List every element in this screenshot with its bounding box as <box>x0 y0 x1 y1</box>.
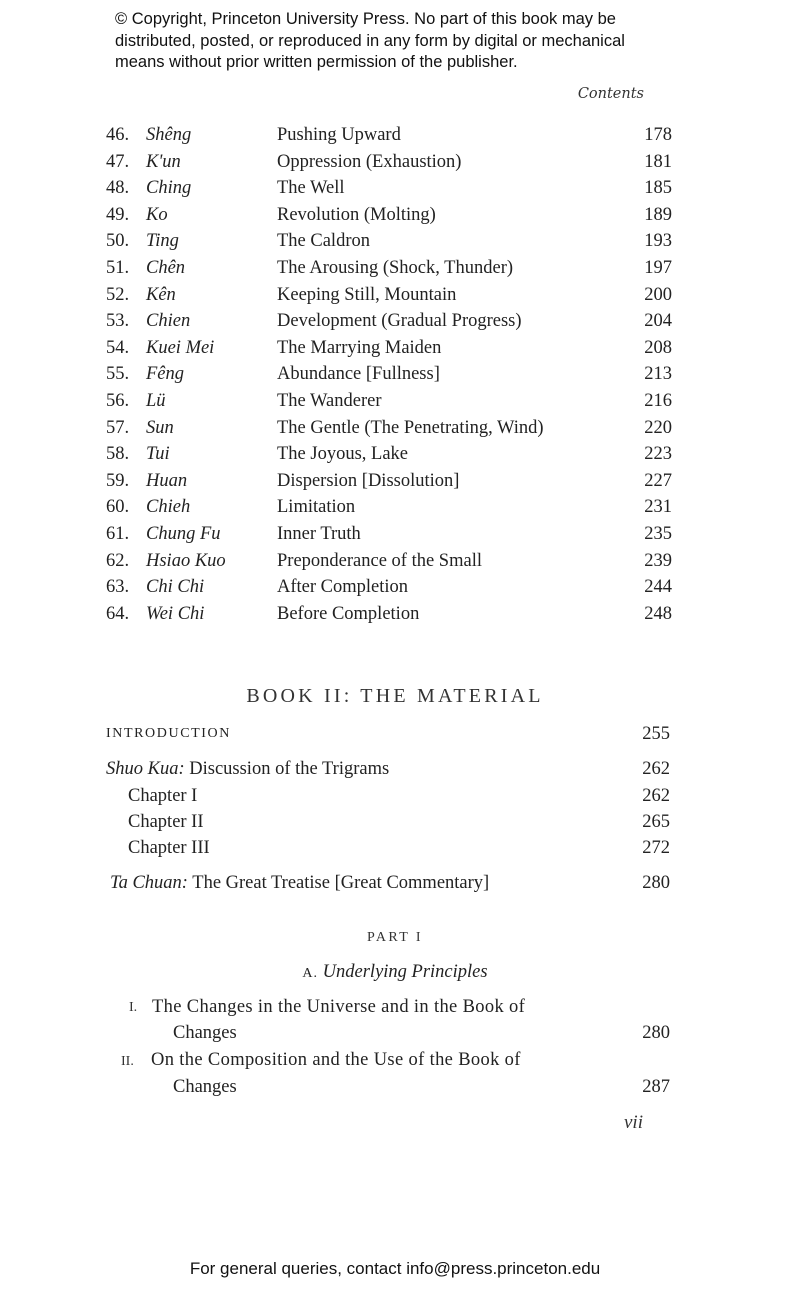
ta-chuan-name: Ta Chuan: <box>110 873 188 893</box>
entry-number: 54. <box>106 337 130 358</box>
toc-row <box>106 551 672 578</box>
entry-number: 56. <box>106 390 130 411</box>
hexagram-name: Sun <box>146 417 174 438</box>
hexagram-title: Oppression (Exhaustion) <box>277 151 462 172</box>
hexagram-title: Pushing Upward <box>277 125 401 145</box>
toc-row <box>106 497 672 524</box>
entry-number: 60. <box>106 497 130 518</box>
hexagram-title: Limitation <box>277 497 356 518</box>
toc-row <box>106 391 672 418</box>
copyright-line: © Copyright, Princeton University Press. No part of this book may be <box>115 10 616 28</box>
entry-number: 58. <box>106 444 130 465</box>
shuo-kua-title: Discussion of the Trigrams <box>189 759 390 779</box>
page-number: 208 <box>644 337 672 358</box>
chapter-page: 272 <box>642 838 670 858</box>
entry-number: 61. <box>106 523 130 544</box>
hexagram-list <box>106 125 672 630</box>
hexagram-title: The Well <box>277 178 345 199</box>
hexagram-title: Abundance [Fullness] <box>277 364 440 385</box>
subsection-letter: A. <box>302 966 319 981</box>
hexagram-name: Chien <box>146 311 191 332</box>
chapter-label: Chapter III <box>128 838 210 858</box>
hexagram-title: Revolution (Molting) <box>277 204 436 225</box>
shuo-kua-name: Shuo Kua: <box>106 759 185 779</box>
section-title-line: Changes <box>173 1077 237 1097</box>
hexagram-title: The Joyous, Lake <box>277 444 409 465</box>
toc-row <box>106 471 672 498</box>
hexagram-name: Shêng <box>146 125 192 145</box>
page-number: 197 <box>644 257 672 278</box>
hexagram-title: Keeping Still, Mountain <box>277 284 457 305</box>
hexagram-title: Dispersion [Dissolution] <box>277 470 460 491</box>
page-folio: vii <box>624 1112 643 1133</box>
toc-row <box>106 577 672 604</box>
entry-number: 49. <box>106 204 130 225</box>
copyright-notice <box>115 9 735 74</box>
chapter-page: 265 <box>642 812 670 832</box>
hexagram-name: Kuei Mei <box>146 337 215 358</box>
subsection-heading <box>0 962 790 983</box>
page-number: 235 <box>644 523 672 544</box>
hexagram-name: Fêng <box>146 364 185 385</box>
hexagram-name: Tui <box>146 444 170 465</box>
page-number: 239 <box>644 550 672 571</box>
hexagram-name: Ching <box>146 178 192 199</box>
toc-row <box>106 444 672 471</box>
entry-number: 64. <box>106 603 130 624</box>
page-number: 200 <box>644 284 672 305</box>
hexagram-title: Preponderance of the Small <box>277 550 482 571</box>
entry-number: 55. <box>106 364 130 385</box>
page-number: 189 <box>644 204 672 225</box>
page-number: 178 <box>644 125 672 145</box>
section-title-line: On the Composition and the Use of the Book of <box>151 1050 521 1070</box>
hexagram-name: Chên <box>146 257 186 278</box>
toc-row <box>106 338 672 365</box>
ta-chuan-title: The Great Treatise [Great Commentary] <box>192 873 490 893</box>
entry-number: 52. <box>106 284 130 305</box>
part-heading: PART I <box>367 930 423 945</box>
ta-chuan-entry <box>110 873 489 894</box>
section-page: 280 <box>642 1023 670 1043</box>
chapter-page: 262 <box>642 786 670 806</box>
copyright-line: means without prior written permission of the publisher. <box>115 53 518 71</box>
hexagram-name: Wei Chi <box>146 603 205 624</box>
hexagram-name: Lü <box>146 390 166 411</box>
page-number: 220 <box>644 417 672 438</box>
section-numeral: I. <box>129 1000 138 1015</box>
entry-number: 63. <box>106 577 130 598</box>
hexagram-title: The Marrying Maiden <box>277 337 442 358</box>
hexagram-name: Chieh <box>146 497 191 518</box>
hexagram-name: Kên <box>146 284 176 305</box>
introduction-label: INTRODUCTION <box>106 726 231 741</box>
hexagram-title: The Arousing (Shock, Thunder) <box>277 257 514 278</box>
entry-number: 53. <box>106 311 130 332</box>
running-head: Contents <box>577 86 644 102</box>
hexagram-title: Inner Truth <box>277 523 361 544</box>
toc-row <box>106 285 672 312</box>
page-number: 213 <box>644 364 672 385</box>
chapter-label: Chapter I <box>128 786 198 806</box>
hexagram-name: K'un <box>146 151 181 172</box>
entry-number: 59. <box>106 470 130 491</box>
entry-number: 50. <box>106 231 130 252</box>
copyright-line: distributed, posted, or reproduced in any form by digital or mechanical <box>115 31 625 50</box>
page-number: 216 <box>644 390 672 411</box>
toc-row <box>106 231 672 258</box>
page-number: 227 <box>644 470 672 491</box>
hexagram-title: The Caldron <box>277 231 370 252</box>
hexagram-name: Chi Chi <box>146 577 205 598</box>
toc-row <box>106 311 672 338</box>
toc-row <box>106 604 672 631</box>
hexagram-title: The Gentle (The Penetrating, Wind) <box>277 417 544 438</box>
hexagram-name: Ko <box>146 204 168 225</box>
entry-number: 46. <box>106 125 130 145</box>
chapter-label: Chapter II <box>128 812 204 832</box>
section-page: 287 <box>642 1077 670 1097</box>
page-number: 223 <box>644 444 672 465</box>
entry-number: 57. <box>106 417 130 438</box>
entry-number: 62. <box>106 550 130 571</box>
hexagram-title: After Completion <box>277 577 409 598</box>
page-number: 185 <box>644 178 672 199</box>
section-title-line: Changes <box>173 1023 237 1043</box>
page-number: 193 <box>644 231 672 252</box>
toc-row <box>106 258 672 285</box>
section-title-line: The Changes in the Universe and in the Book of <box>152 997 526 1017</box>
toc-row <box>106 364 672 391</box>
section-numeral: II. <box>121 1054 134 1069</box>
entry-number: 51. <box>106 257 130 278</box>
hexagram-name: Huan <box>146 470 188 491</box>
toc-row <box>106 205 672 232</box>
page-number: 204 <box>644 311 672 332</box>
page-number: 248 <box>644 603 672 624</box>
page-number: 231 <box>644 497 672 518</box>
shuo-kua-entry <box>106 759 389 780</box>
shuo-kua-page: 262 <box>642 759 670 779</box>
toc-row <box>106 524 672 551</box>
toc-row <box>106 152 672 179</box>
hexagram-name: Hsiao Kuo <box>146 550 226 571</box>
entry-number: 48. <box>106 178 130 199</box>
hexagram-name: Ting <box>146 231 179 252</box>
page-number: 244 <box>644 577 672 598</box>
hexagram-name: Chung Fu <box>146 523 221 544</box>
book-heading: BOOK II: THE MATERIAL <box>246 685 544 707</box>
introduction-page: 255 <box>642 724 670 744</box>
entry-number: 47. <box>106 151 130 172</box>
hexagram-title: Before Completion <box>277 603 420 624</box>
hexagram-title: The Wanderer <box>277 390 382 411</box>
ta-chuan-page: 280 <box>642 873 670 893</box>
toc-row <box>106 125 672 152</box>
hexagram-title: Development (Gradual Progress) <box>277 311 522 332</box>
footer-contact: For general queries, contact info@press.princeton.edu <box>189 1259 601 1278</box>
page-number: 181 <box>644 151 672 172</box>
toc-row <box>106 178 672 205</box>
toc-row <box>106 418 672 445</box>
subsection-title: Underlying Principles <box>322 962 488 982</box>
